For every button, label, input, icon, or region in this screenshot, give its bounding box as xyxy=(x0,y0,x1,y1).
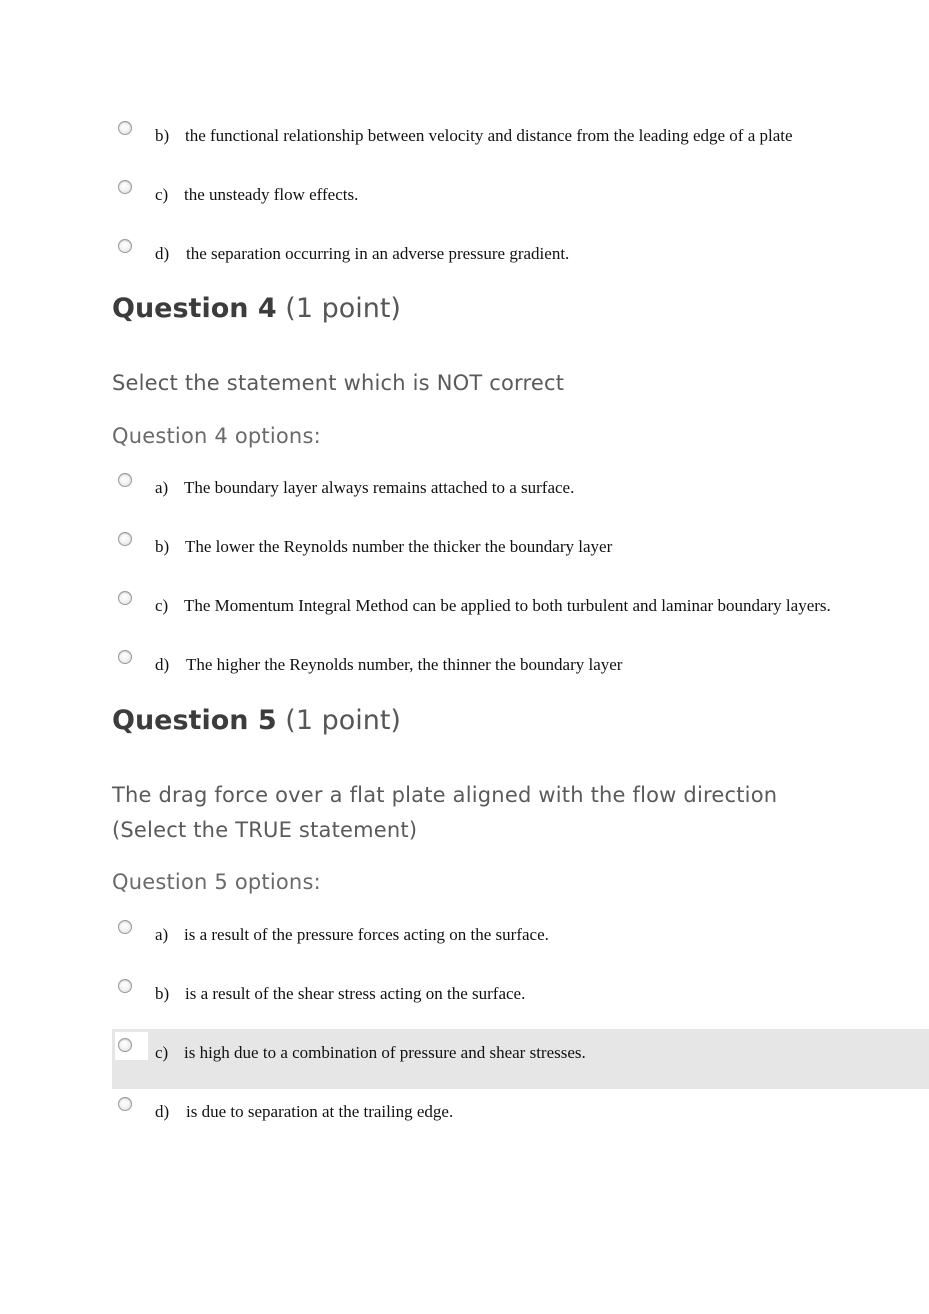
q3-option-d[interactable] xyxy=(112,231,929,289)
question-title: Question 4 xyxy=(112,293,277,324)
radio-button-q4-c[interactable] xyxy=(118,591,132,605)
prompt-line: Select the statement which is NOT correct xyxy=(112,371,565,395)
option-text: is high due to a combination of pressure and shear stresses. xyxy=(184,1043,586,1062)
prompt-line: The drag force over a flat plate aligned with the flow direction xyxy=(112,783,778,807)
q5-option-b[interactable] xyxy=(112,971,929,1029)
question-title: Question 5 xyxy=(112,705,277,736)
option-letter: d) xyxy=(155,244,170,263)
option-text: The higher the Reynolds number, the thinner the boundary layer xyxy=(186,655,623,674)
question-4-prompt xyxy=(112,366,564,401)
option-letter: a) xyxy=(155,925,169,944)
option-letter: c) xyxy=(155,1043,169,1062)
option-letter: c) xyxy=(155,185,169,204)
radio-button-q4-b[interactable] xyxy=(118,532,132,546)
question-points: (1 point) xyxy=(285,293,401,324)
q5-option-c[interactable] xyxy=(112,1029,929,1089)
radio-button-q3-b[interactable] xyxy=(118,121,132,135)
question-5-options-label: Question 5 options: xyxy=(112,870,321,894)
question-points: (1 point) xyxy=(285,705,401,736)
q5-option-d[interactable] xyxy=(112,1089,929,1147)
option-text: The lower the Reynolds number the thicker the boundary layer xyxy=(185,537,613,556)
option-letter: b) xyxy=(155,537,170,556)
prompt-line: (Select the TRUE statement) xyxy=(112,818,418,842)
q4-option-b[interactable] xyxy=(112,524,929,582)
q3-option-c[interactable] xyxy=(112,172,929,230)
option-text: is due to separation at the trailing edge. xyxy=(186,1102,454,1121)
option-text: The boundary layer always remains attached to a surface. xyxy=(184,478,575,497)
radio-button-q5-b[interactable] xyxy=(118,979,132,993)
question-4-options-label: Question 4 options: xyxy=(112,424,321,448)
q5-option-a[interactable] xyxy=(112,912,929,970)
radio-button-q3-d[interactable] xyxy=(118,239,132,253)
option-text: the functional relationship between velocity and distance from the leading edge of a plate xyxy=(185,126,793,145)
option-text: the separation occurring in an adverse pressure gradient. xyxy=(186,244,570,263)
q4-option-c[interactable] xyxy=(112,583,929,641)
q4-option-a[interactable] xyxy=(112,465,929,523)
option-letter: d) xyxy=(155,1102,170,1121)
q3-option-b[interactable] xyxy=(112,113,929,171)
option-letter: d) xyxy=(155,655,170,674)
radio-button-q3-c[interactable] xyxy=(118,180,132,194)
question-5-heading xyxy=(112,705,401,736)
radio-button-q4-a[interactable] xyxy=(118,473,132,487)
question-4-heading xyxy=(112,293,401,324)
question-5-prompt xyxy=(112,778,777,848)
option-letter: b) xyxy=(155,984,170,1003)
radio-button-q5-a[interactable] xyxy=(118,920,132,934)
option-text: is a result of the pressure forces acting on the surface. xyxy=(184,925,549,944)
option-text: The Momentum Integral Method can be applied to both turbulent and laminar boundary layers. xyxy=(184,596,831,615)
option-text: is a result of the shear stress acting on the surface. xyxy=(185,984,526,1003)
radio-button-q4-d[interactable] xyxy=(118,650,132,664)
radio-button-q5-d[interactable] xyxy=(118,1097,132,1111)
radio-button-q5-c[interactable] xyxy=(118,1038,132,1052)
q4-option-d[interactable] xyxy=(112,642,929,700)
option-letter: c) xyxy=(155,596,169,615)
option-letter: b) xyxy=(155,126,170,145)
option-text: the unsteady flow effects. xyxy=(184,185,359,204)
option-letter: a) xyxy=(155,478,169,497)
